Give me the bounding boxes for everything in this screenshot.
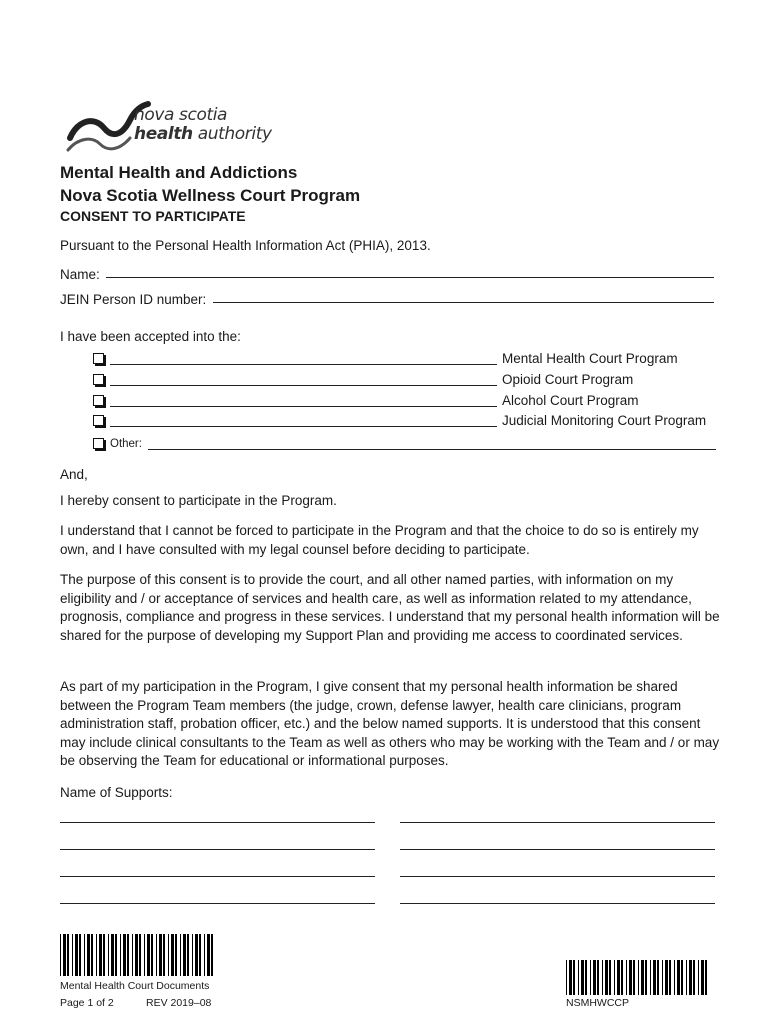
program-fill-line[interactable] (110, 406, 497, 407)
barcode-bar (103, 934, 105, 976)
barcode-bar (147, 934, 150, 976)
barcode-bar (151, 934, 153, 976)
barcode-bar (175, 934, 177, 976)
barcode-bar (91, 934, 93, 976)
barcode-bar (581, 960, 584, 995)
footer-page-number: Page 1 of 2 (60, 997, 114, 1009)
program-label: Judicial Monitoring Court Program (502, 413, 707, 428)
support-name-field[interactable] (400, 849, 715, 850)
footer-revision: REV 2019–08 (146, 997, 212, 1009)
barcode-bar (120, 934, 121, 976)
barcode-bar (593, 960, 596, 995)
barcode-bar (135, 934, 138, 976)
other-field[interactable] (148, 449, 716, 450)
barcode-bar (156, 934, 157, 976)
program-checkbox[interactable] (93, 415, 104, 426)
barcode-bar (662, 960, 663, 995)
barcode-bar (123, 934, 126, 976)
barcode-bar (79, 934, 81, 976)
program-checkbox[interactable] (93, 374, 104, 385)
barcode-bar (669, 960, 671, 995)
barcode-bar (60, 934, 61, 976)
barcode-bar (609, 960, 611, 995)
support-name-field[interactable] (400, 903, 715, 904)
support-name-field[interactable] (400, 876, 715, 877)
barcode-bar (614, 960, 615, 995)
barcode-left (60, 934, 222, 976)
barcode-bar (590, 960, 591, 995)
barcode-bar (569, 960, 572, 995)
program-fill-line[interactable] (110, 426, 497, 427)
barcode-bar (573, 960, 575, 995)
barcode-bar (132, 934, 133, 976)
support-name-field[interactable] (60, 903, 375, 904)
name-label: Name: (60, 267, 100, 282)
barcode-bar (96, 934, 97, 976)
barcode-bar (67, 934, 69, 976)
barcode-bar (115, 934, 117, 976)
barcode-bar (698, 960, 699, 995)
and-text: And, (60, 467, 88, 482)
logo-line2 (134, 125, 272, 144)
barcode-bar (657, 960, 659, 995)
program-checkbox[interactable] (93, 353, 104, 364)
barcode-bar (159, 934, 162, 976)
barcode-bar (108, 934, 109, 976)
barcode-bar (84, 934, 85, 976)
barcode-bar (605, 960, 608, 995)
barcode-bar (192, 934, 193, 976)
supports-label: Name of Supports: (60, 785, 173, 800)
barcode-bar (75, 934, 78, 976)
logo-wordmark (134, 106, 272, 144)
barcode-bar (677, 960, 680, 995)
barcode-bar (180, 934, 181, 976)
program-label: Alcohol Court Program (502, 393, 639, 408)
barcode-bar (653, 960, 656, 995)
barcode-bar (204, 934, 205, 976)
paragraph-understanding: I understand that I cannot be forced to participate in the Program and that the choice to do so is entirely my own, and I have consulted with my legal counsel before deciding to participate. (60, 523, 699, 557)
barcode-bar (681, 960, 683, 995)
other-label: Other: (110, 438, 142, 450)
barcode-bar (638, 960, 639, 995)
form-title-line2: Nova Scotia Wellness Court Program (60, 186, 361, 205)
barcode-bar (168, 934, 169, 976)
barcode-bar (602, 960, 603, 995)
support-name-field[interactable] (60, 822, 375, 823)
barcode-bar (163, 934, 165, 976)
logo-line2-bold: health (134, 124, 193, 144)
barcode-bar (183, 934, 186, 976)
barcode-bar (641, 960, 644, 995)
form-title-line1: Mental Health and Addictions (60, 163, 298, 182)
other-checkbox[interactable] (93, 438, 104, 449)
program-label: Opioid Court Program (502, 372, 634, 387)
barcode-bar (144, 934, 145, 976)
barcode-bar (585, 960, 587, 995)
consent-statement: I hereby consent to participate in the Program. (60, 493, 337, 508)
support-name-field[interactable] (60, 849, 375, 850)
program-option (80, 393, 720, 411)
barcode-bar (597, 960, 599, 995)
barcode-bar (72, 934, 73, 976)
barcode-bar (633, 960, 635, 995)
barcode-bar (705, 960, 707, 995)
form-subtitle: CONSENT TO PARTICIPATE (60, 208, 246, 224)
logo-line2-rest: authority (192, 124, 272, 144)
program-fill-line[interactable] (110, 385, 497, 386)
barcode-bar (626, 960, 627, 995)
barcode-bar (566, 960, 567, 995)
footer-form-code: NSMHWCCP (566, 997, 629, 1009)
footer-documents: Mental Health Court Documents (60, 980, 210, 992)
program-label: Mental Health Court Program (502, 351, 678, 366)
barcode-bar (674, 960, 675, 995)
barcode-bar (578, 960, 579, 995)
barcode-bar (211, 934, 213, 976)
paragraph-participation: As part of my participation in the Program, I give consent that my personal health information be shared between the Program Team members (the judge, crown, defense lawyer, health care clinicians, program administration staff, probation officer, etc.) and the below named supports. It is understood that this consent may include clinical consultants to the Team as well as others who may be working with the Team and / or may be observing the Team for educational or informational purposes. (60, 679, 720, 769)
barcode-bar (617, 960, 620, 995)
program-checkbox[interactable] (93, 395, 104, 406)
barcode-bar (171, 934, 174, 976)
barcode-bar (63, 934, 66, 976)
barcode-bar (187, 934, 189, 976)
barcode-right (566, 960, 716, 995)
program-option (80, 372, 720, 390)
barcode-bar (621, 960, 623, 995)
barcode-bar (139, 934, 141, 976)
paragraph-purpose: The purpose of this consent is to provide the court, and all other named parties, with information on my eligibility and / or acceptance of services and health care, as well as information related to my attendance, prognosis, compliance and progress in these services. I understand that my personal health information will be shared for the purpose of developing my Support Plan and providing me access to coordinated services. (60, 572, 720, 643)
barcode-bar (195, 934, 198, 976)
name-field[interactable] (106, 277, 714, 278)
barcode-bar (689, 960, 692, 995)
other-option (80, 436, 720, 454)
barcode-bar (629, 960, 632, 995)
barcode-bar (111, 934, 114, 976)
barcode-bar (665, 960, 668, 995)
program-option (80, 413, 720, 431)
barcode-bar (199, 934, 201, 976)
support-name-field[interactable] (400, 822, 715, 823)
barcode-bar (127, 934, 129, 976)
barcode-bar (693, 960, 695, 995)
accepted-intro: I have been accepted into the: (60, 329, 241, 344)
support-name-field[interactable] (60, 876, 375, 877)
jein-label: JEIN Person ID number: (60, 292, 207, 307)
program-option (80, 351, 720, 369)
program-fill-line[interactable] (110, 364, 497, 365)
barcode-bar (99, 934, 102, 976)
barcode-bar (645, 960, 647, 995)
barcode-bar (701, 960, 704, 995)
jein-field[interactable] (213, 302, 714, 303)
pursuant-statement: Pursuant to the Personal Health Information Act (PHIA), 2013. (60, 238, 431, 253)
barcode-bar (207, 934, 210, 976)
logo-line1: nova scotia (134, 105, 228, 125)
barcode-bar (686, 960, 687, 995)
barcode-bar (650, 960, 651, 995)
barcode-bar (87, 934, 90, 976)
